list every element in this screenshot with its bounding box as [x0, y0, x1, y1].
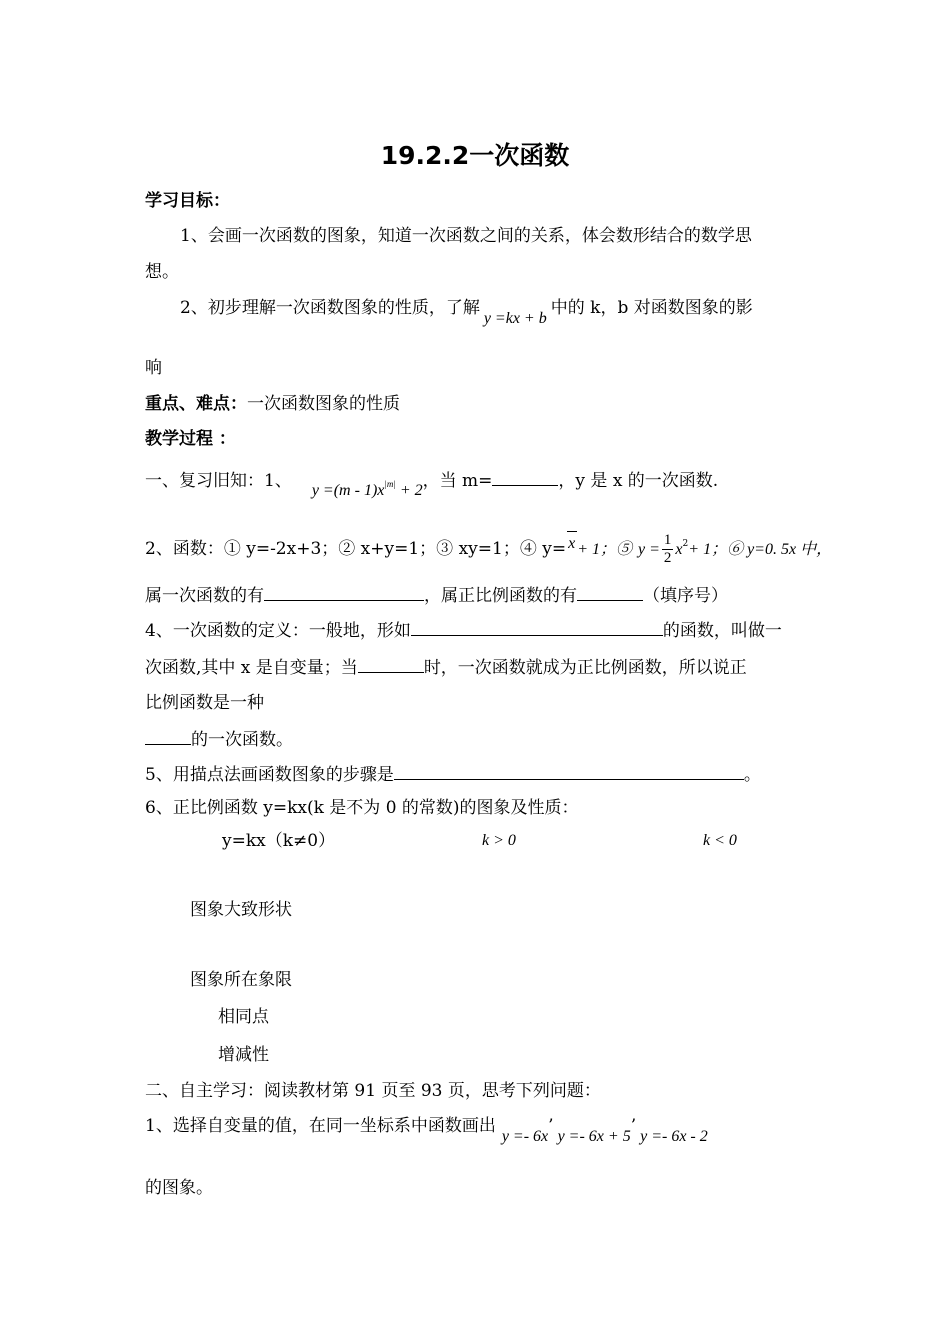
answer-blank-proportional[interactable]: [577, 582, 643, 601]
table-header-function: y=kx（k≠0）: [222, 831, 336, 851]
question-4-line-3: 比例函数是一种: [145, 693, 264, 713]
formula-1: y =- 6x: [501, 1128, 549, 1145]
objective-2-text-a: 2、初步理解一次函数图象的性质，了解: [180, 298, 480, 318]
table-row-monotonic: 增减性: [218, 1045, 269, 1065]
fraction-one-half: $\frac{1}{2}$: [663, 532, 672, 566]
self-study-question-1-end: 的图象。: [145, 1178, 213, 1198]
objective-1-line-1: 1、会画一次函数的图象，知道一次函数之间的关系，体会数形结合的数学思: [180, 226, 752, 246]
review-text-b: ，当 m=: [422, 471, 493, 491]
key-points-text: 一次函数图象的性质: [247, 394, 400, 414]
page-title: 19.2.2一次函数: [380, 141, 570, 170]
key-points-label: 重点、难点：: [145, 394, 247, 414]
table-header-k-positive: k > 0: [482, 832, 516, 849]
objective-2-line-1: [180, 296, 753, 327]
question-4-line-1: 4、一次函数的定义：一般地，形如 的函数，叫做一: [145, 617, 782, 643]
question-2-line-2: 属一次函数的有 ，属正比例函数的有 （填序号）: [145, 582, 728, 608]
answer-blank-special[interactable]: [145, 726, 191, 745]
self-study-question-1: 1、选择自变量的值，在同一坐标系中函数画出y =- 6x’y =- 6x + 5’y =- 6x - 2: [145, 1116, 708, 1145]
table-row-shape: 图象大致形状: [190, 900, 292, 920]
linear-function-formula: y =kx + b: [483, 310, 547, 327]
sqrt-x: x: [567, 531, 577, 556]
table-row-common: 相同点: [218, 1007, 269, 1027]
review-formula: $y =(m - 1)x^{|m|} + 2$: [311, 479, 423, 499]
review-text-a: 一、复习旧知：1、: [145, 471, 292, 491]
answer-blank-m[interactable]: [492, 467, 558, 486]
question-5: 5、用描点法画函数图象的步骤是 。: [145, 761, 761, 787]
question-6: 6、正比例函数 y=kx(k 是不为 0 的常数)的图象及性质：: [145, 798, 579, 818]
objective-2-line-2: 响: [145, 358, 162, 378]
objective-1-line-2: 想。: [145, 262, 179, 282]
review-text-c: ，y 是 x 的一次函数.: [558, 471, 719, 491]
formula-3: y =- 6x - 2: [640, 1128, 708, 1145]
answer-blank-steps[interactable]: [394, 761, 744, 780]
question-4-line-2: 次函数,其中 x 是自变量；当 时，一次函数就成为正比例函数，所以说正: [145, 654, 747, 680]
key-points: [145, 392, 400, 416]
process-heading: 教学过程 ：: [145, 429, 236, 449]
objective-2-text-b: 中的 k，b 对函数图象的影: [550, 298, 753, 318]
answer-blank-definition[interactable]: [411, 617, 663, 636]
answer-blank-condition[interactable]: [358, 654, 424, 673]
review-question-1: [145, 463, 719, 499]
answer-blank-linear[interactable]: [264, 582, 424, 601]
table-row-quadrant: 图象所在象限: [190, 970, 292, 990]
table-header-k-negative: k < 0: [703, 832, 737, 849]
objectives-heading: 学习目标：: [145, 191, 230, 211]
self-study-heading: 二、自主学习：阅读教材第 91 页至 93 页，思考下列问题：: [145, 1081, 601, 1101]
question-2-line-1: 2、函数：① y=-2x+3；② x+y=1；③ xy=1；④ y= x + 1；⑤ y = $\frac{1}{2}$ $x^2+ 1$；⑥ y=0. 5x 中，: [145, 532, 833, 566]
formula-2: y =- 6x + 5: [557, 1128, 631, 1145]
question-4-line-4: 的一次函数。: [145, 726, 293, 752]
